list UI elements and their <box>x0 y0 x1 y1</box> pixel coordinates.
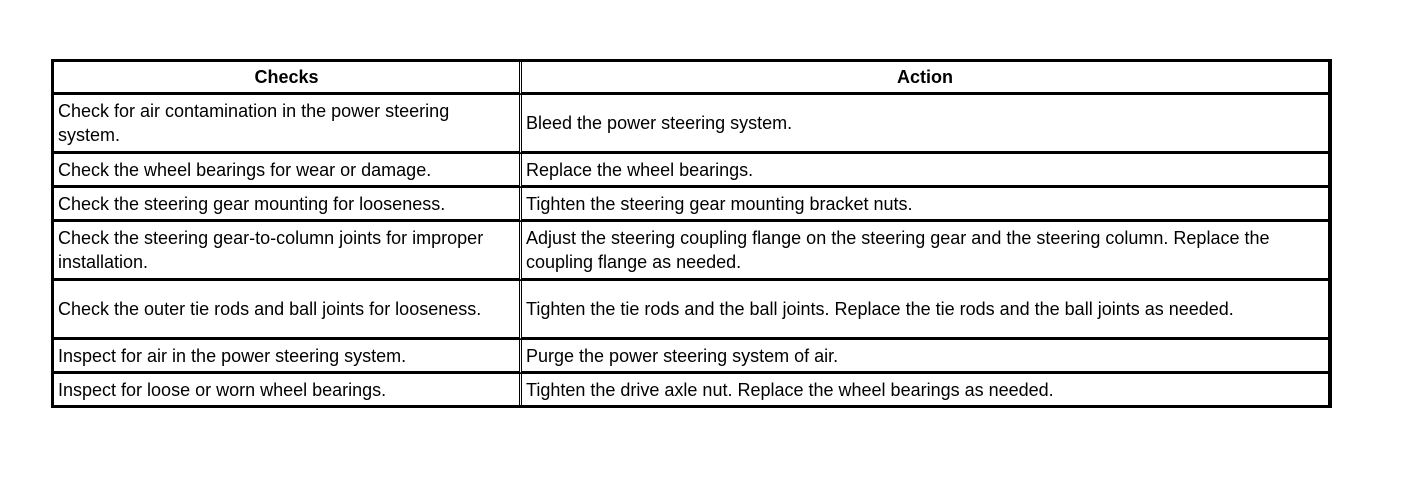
table-row <box>54 95 1329 154</box>
action-cell: Tighten the tie rods and the ball joints. Replace the tie rods and the ball joints as needed. <box>522 281 1329 340</box>
action-cell: Tighten the drive axle nut. Replace the wheel bearings as needed. <box>522 374 1329 405</box>
action-cell: Purge the power steering system of air. <box>522 340 1329 374</box>
check-cell: Check for air contamination in the power steering system. <box>54 95 522 154</box>
action-cell: Replace the wheel bearings. <box>522 154 1329 188</box>
check-cell: Inspect for air in the power steering system. <box>54 340 522 374</box>
check-cell: Check the steering gear mounting for looseness. <box>54 188 522 222</box>
header-row <box>54 62 1329 95</box>
check-cell: Check the wheel bearings for wear or damage. <box>54 154 522 188</box>
header-checks: Checks <box>54 62 522 95</box>
table-row <box>54 222 1329 281</box>
check-cell: Check the outer tie rods and ball joints for looseness. <box>54 281 522 340</box>
diagnostic-table-container <box>51 59 1326 408</box>
check-cell: Check the steering gear-to-column joints for improper installation. <box>54 222 522 281</box>
action-cell: Tighten the steering gear mounting bracket nuts. <box>522 188 1329 222</box>
action-cell: Adjust the steering coupling flange on the steering gear and the steering column. Replace the coupling flange as needed. <box>522 222 1329 281</box>
diagnostic-table <box>51 59 1332 408</box>
action-cell: Bleed the power steering system. <box>522 95 1329 154</box>
table-row <box>54 154 1329 188</box>
check-cell: Inspect for loose or worn wheel bearings. <box>54 374 522 405</box>
table-row <box>54 340 1329 374</box>
table-row <box>54 281 1329 340</box>
header-action: Action <box>522 62 1329 95</box>
table-row <box>54 374 1329 405</box>
table-row <box>54 188 1329 222</box>
